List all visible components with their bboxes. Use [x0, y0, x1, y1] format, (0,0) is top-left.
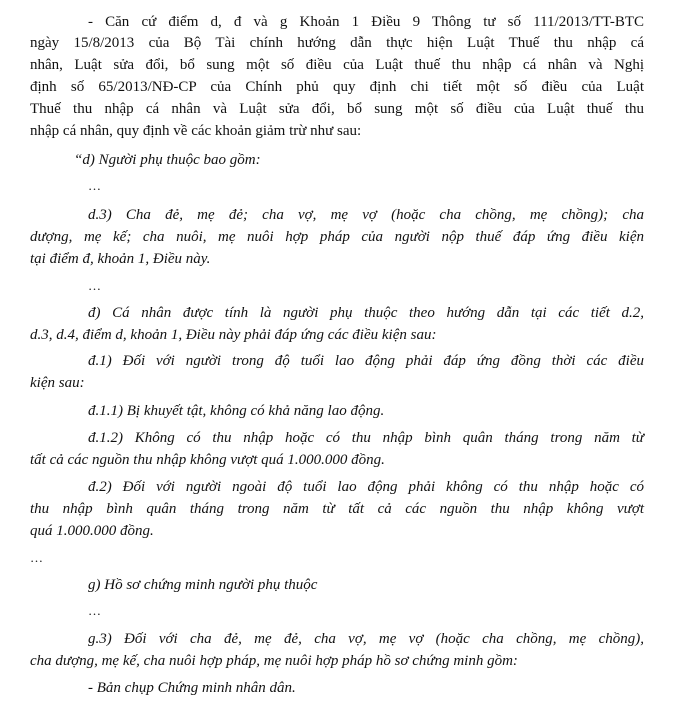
- ellipsis-3: …: [30, 550, 44, 565]
- ellipsis-1: …: [88, 178, 102, 193]
- intro-line-3: nhân, Luật sửa đổi, bổ sung một số điều của Luật thuế thu nhập cá nhân và Nghị: [30, 57, 644, 73]
- ellipsis-4: …: [88, 603, 102, 618]
- clause-d3-line-1: d.3) Cha đẻ, mẹ đẻ; cha vợ, mẹ vợ (hoặc cha chồng, mẹ chồng); cha: [88, 207, 644, 223]
- clause-dd12-line-2: tất cả các nguồn thu nhập không vượt quá 1.000.000 đồng.: [30, 452, 385, 468]
- intro-line-1: - Căn cứ điểm d, đ và g Khoản 1 Điều 9 Thông tư số 111/2013/TT-BTC: [88, 14, 644, 30]
- clause-dd-line-1: đ) Cá nhân được tính là người phụ thuộc theo hướng dẫn tại các tiết d.2,: [88, 305, 644, 321]
- intro-line-5: Thuế thu nhập cá nhân và Luật sửa đổi, bổ sung một số điều của Luật thuế thu: [30, 101, 644, 117]
- last-item: - Bản chụp Chứng minh nhân dân.: [88, 680, 296, 696]
- clause-dd2-line-2: thu nhập bình quân tháng trong năm từ tất cả các nguồn thu nhập không vượt: [30, 501, 644, 517]
- clause-g: g) Hồ sơ chứng minh người phụ thuộc: [88, 577, 318, 593]
- clause-dd2-line-1: đ.2) Đối với người ngoài độ tuổi lao động phải không có thu nhập hoặc có: [88, 479, 644, 495]
- clause-d3-line-2: dượng, mẹ kế; cha nuôi, mẹ nuôi hợp pháp của người nộp thuế đáp ứng điều kiện: [30, 229, 644, 245]
- clause-d3-line-3: tại điểm đ, khoản 1, Điều này.: [30, 251, 211, 267]
- clause-g3-line-1: g.3) Đối với cha đẻ, mẹ đẻ, cha vợ, mẹ vợ (hoặc cha chồng, mẹ chồng),: [88, 631, 644, 647]
- clause-dd1-line-1: đ.1) Đối với người trong độ tuổi lao động phải đáp ứng đồng thời các điều: [88, 353, 644, 369]
- clause-dd12-line-1: đ.1.2) Không có thu nhập hoặc có thu nhập bình quân tháng trong năm từ: [88, 430, 644, 446]
- clause-g3-line-2: cha dượng, mẹ kế, cha nuôi hợp pháp, mẹ nuôi hợp pháp hồ sơ chứng minh gồm:: [30, 653, 518, 669]
- ellipsis-2: …: [88, 278, 102, 293]
- clause-dd-line-2: d.3, d.4, điểm d, khoản 1, Điều này phải đáp ứng các điều kiện sau:: [30, 327, 437, 343]
- clause-dd2-line-3: quá 1.000.000 đồng.: [30, 523, 154, 539]
- clause-dd11: đ.1.1) Bị khuyết tật, không có khả năng lao động.: [88, 403, 385, 419]
- clause-dd1-line-2: kiện sau:: [30, 375, 85, 391]
- intro-line-6: nhập cá nhân, quy định về các khoản giảm trừ như sau:: [30, 123, 362, 139]
- quote-heading-d: “d) Người phụ thuộc bao gồm:: [74, 152, 261, 168]
- intro-line-4: định số 65/2013/NĐ-CP của Chính phủ quy định chi tiết một số điều của Luật: [30, 79, 644, 95]
- intro-line-2: ngày 15/8/2013 của Bộ Tài chính hướng dẫn thực hiện Luật Thuế thu nhập cá: [30, 35, 644, 51]
